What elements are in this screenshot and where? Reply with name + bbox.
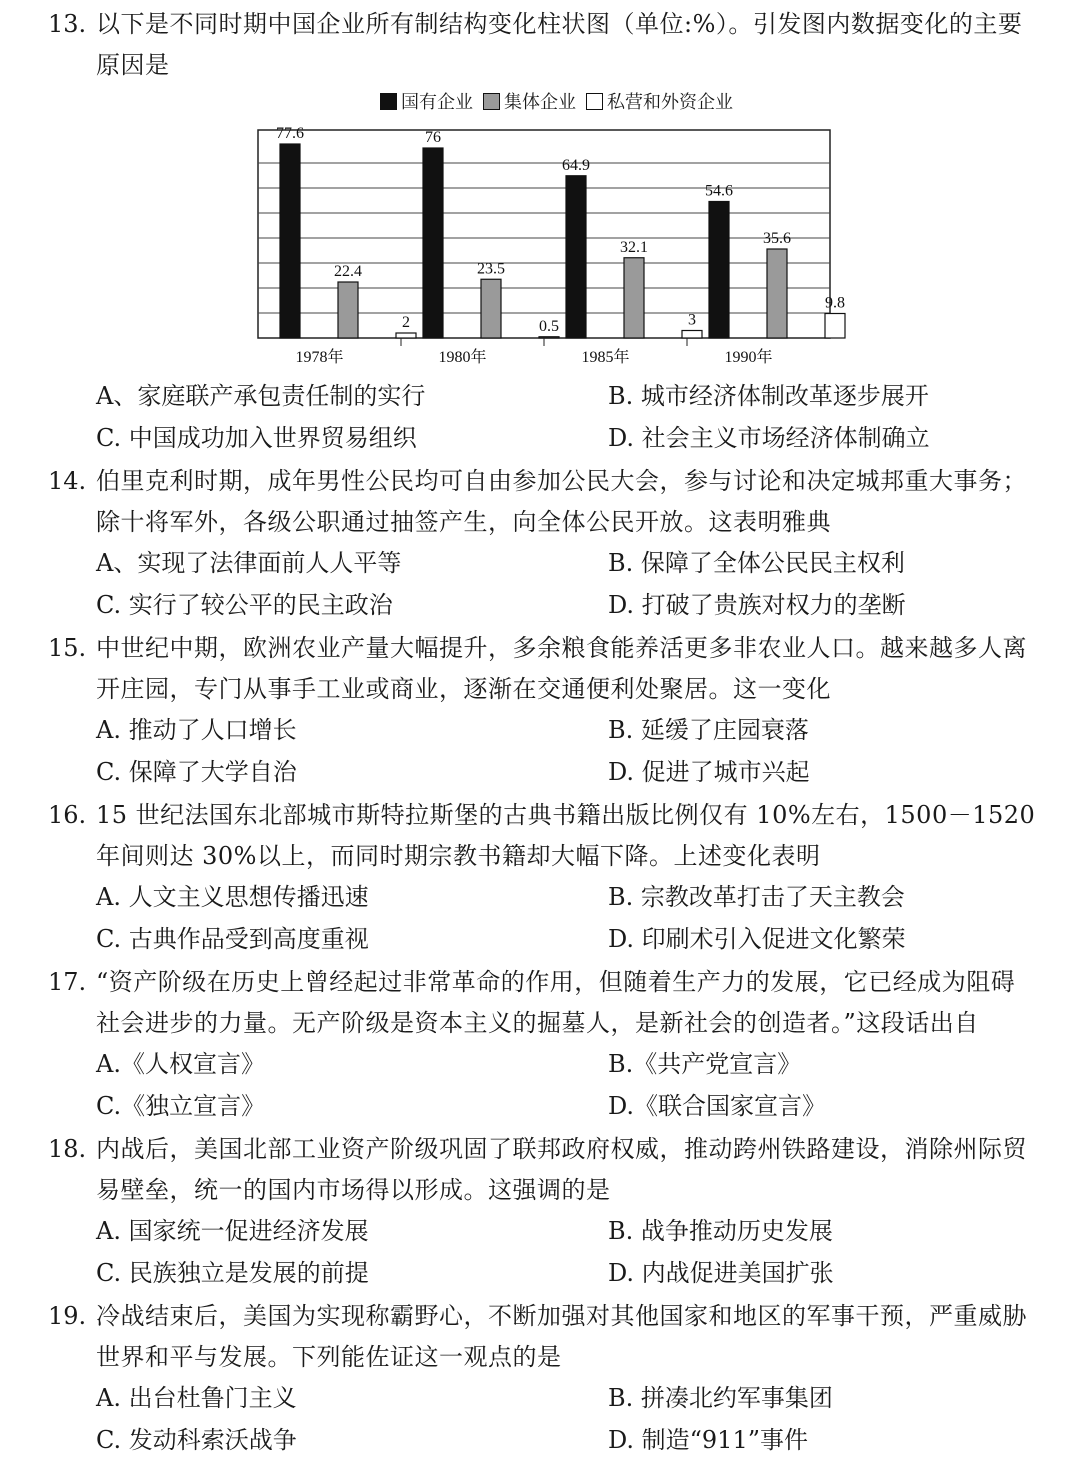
- answer-option[interactable]: C. 保障了大学自治: [96, 758, 297, 786]
- question-stem: 内战后，美国北部工业资产阶级巩固了联邦政府权威，推动跨州铁路建设，消除州际贸易壁垒，统一的国内市场得以形成。这强调的是: [96, 1135, 1027, 1204]
- data-label: 54.6: [705, 182, 733, 200]
- bar: [280, 144, 300, 338]
- question-stem: 以下是不同时期中国企业所有制结构变化柱状图（单位:%）。引发图内数据变化的主要原因是: [96, 10, 1023, 79]
- answer-option[interactable]: A. 国家统一促进经济发展: [96, 1217, 369, 1245]
- bar-chart: [250, 88, 845, 378]
- x-tick-label: 1985年: [581, 349, 630, 366]
- x-tick-label: 1978年: [295, 349, 344, 366]
- answer-option[interactable]: B. 城市经济体制改革逐步展开: [608, 382, 929, 410]
- bar: [825, 314, 845, 339]
- answer-option[interactable]: A. 出台杜鲁门主义: [96, 1384, 297, 1412]
- answer-option[interactable]: C. 实行了较公平的民主政治: [96, 591, 393, 619]
- answer-option[interactable]: D. 印刷术引入促进文化繁荣: [608, 925, 906, 953]
- legend-swatch: [380, 93, 397, 110]
- answer-option[interactable]: A. 推动了人口增长: [96, 716, 297, 744]
- answer-option[interactable]: A、家庭联产承包责任制的实行: [96, 382, 426, 410]
- legend-label: 国有企业: [401, 92, 473, 113]
- data-label: 3: [688, 311, 696, 329]
- answer-option[interactable]: B.《共产党宣言》: [608, 1050, 802, 1078]
- data-label: 23.5: [477, 260, 505, 278]
- answer-option[interactable]: A.《人权宣言》: [96, 1050, 265, 1078]
- question-number: 14.: [48, 467, 87, 495]
- bar: [338, 282, 358, 338]
- answer-option[interactable]: A、实现了法律面前人人平等: [96, 549, 402, 577]
- answer-option[interactable]: B. 保障了全体公民民主权利: [608, 549, 905, 577]
- answer-option[interactable]: C. 中国成功加入世界贸易组织: [96, 424, 417, 452]
- question-number: 15.: [48, 634, 87, 662]
- question-stem: 伯里克利时期，成年男性公民均可自由参加公民大会，参与讨论和决定城邦重大事务；除十将军外，各级公职通过抽签产生，向全体公民开放。这表明雅典: [96, 467, 1027, 536]
- chart-legend: [370, 88, 733, 114]
- question-stem: 15 世纪法国东北部城市斯特拉斯堡的古典书籍出版比例仅有 10%左右，1500－1520 年间则达 30%以上，而同时期宗教书籍却大幅下降。上述变化表明: [96, 801, 1036, 870]
- question-number: 17.: [48, 968, 87, 996]
- question-stem: 冷战结束后，美国为实现称霸野心，不断加强对其他国家和地区的军事干预，严重威胁世界和平与发展。下列能佐证这一观点的是: [96, 1302, 1027, 1371]
- data-label: 77.6: [276, 125, 304, 142]
- bar: [624, 258, 644, 338]
- bar: [767, 249, 787, 338]
- data-label: 35.6: [763, 230, 791, 247]
- bar: [566, 176, 586, 338]
- question-stem: “资产阶级在历史上曾经起过非常革命的作用，但随着生产力的发展，它已经成为阻碍社会进步的力量。无产阶级是资本主义的掘墓人，是新社会的创造者。”这段话出自: [96, 968, 1016, 1037]
- legend-swatch: [483, 93, 500, 110]
- data-label: 2: [402, 314, 410, 331]
- answer-option[interactable]: D. 促进了城市兴起: [608, 758, 810, 786]
- data-label: 32.1: [620, 238, 648, 256]
- question-number: 18.: [48, 1135, 87, 1163]
- answer-option[interactable]: D.《联合国家宣言》: [608, 1092, 827, 1120]
- answer-option[interactable]: D. 制造“911”事件: [608, 1426, 808, 1454]
- legend-label: 集体企业: [504, 92, 576, 113]
- answer-option[interactable]: B. 延缓了庄园衰落: [608, 716, 809, 744]
- answer-option[interactable]: C. 发动科索沃战争: [96, 1426, 297, 1454]
- data-label: 22.4: [334, 263, 362, 280]
- legend-label: 私营和外资企业: [607, 92, 733, 113]
- data-label: 0.5: [539, 317, 559, 335]
- x-tick-label: 1990年: [724, 349, 773, 366]
- bar: [481, 279, 501, 338]
- data-label: 9.8: [825, 294, 845, 312]
- question-number: 16.: [48, 801, 87, 829]
- answer-option[interactable]: B. 拼凑北约军事集团: [608, 1384, 833, 1412]
- legend-swatch: [586, 93, 603, 110]
- data-label: 76: [425, 129, 441, 146]
- answer-option[interactable]: B. 宗教改革打击了天主教会: [608, 883, 905, 911]
- bar: [539, 337, 559, 338]
- answer-option[interactable]: A. 人文主义思想传播迅速: [96, 883, 369, 911]
- chart-plot: [250, 88, 845, 378]
- data-label: 64.9: [562, 156, 590, 174]
- answer-option[interactable]: C. 古典作品受到高度重视: [96, 925, 369, 953]
- question-stem: 中世纪中期，欧洲农业产量大幅提升，多余粮食能养活更多非农业人口。越来越多人离开庄园，专门从事手工业或商业，逐渐在交通便利处聚居。这一变化: [96, 634, 1027, 703]
- bar: [396, 333, 416, 338]
- answer-option[interactable]: C.《独立宣言》: [96, 1092, 266, 1120]
- bar: [423, 148, 443, 338]
- answer-option[interactable]: D. 社会主义市场经济体制确立: [608, 424, 930, 452]
- bar: [682, 331, 702, 339]
- question-number: 19.: [48, 1302, 87, 1330]
- answer-option[interactable]: D. 打破了贵族对权力的垄断: [608, 591, 906, 619]
- question-number: 13.: [48, 10, 87, 38]
- answer-option[interactable]: B. 战争推动历史发展: [608, 1217, 833, 1245]
- bar: [709, 202, 729, 339]
- x-tick-label: 1980年: [438, 349, 487, 366]
- answer-option[interactable]: C. 民族独立是发展的前提: [96, 1259, 369, 1287]
- answer-option[interactable]: D. 内战促进美国扩张: [608, 1259, 834, 1287]
